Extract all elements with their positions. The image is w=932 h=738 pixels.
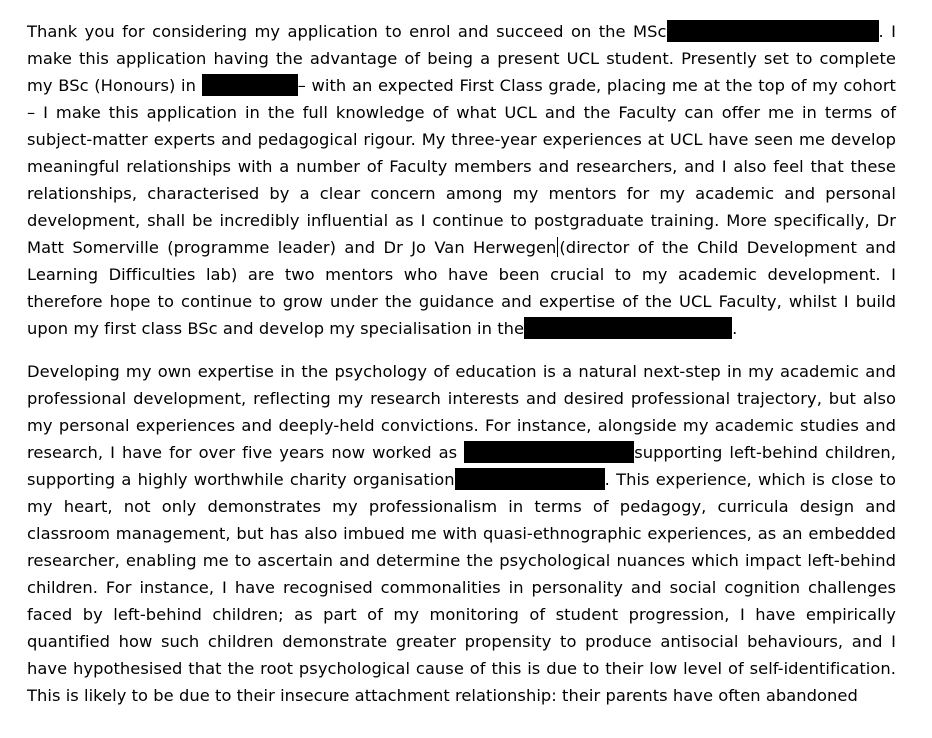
p2-text-1: Developing my own expertise in the psychology of education is a natural next-step in my academic and professional development, reflecting my research interests and desired professional trajectory, but also my personal experiences and deeply-held convictions. For instance, alongside my academic studies and research, I have for over five years now worked as	[27, 362, 896, 462]
redaction-block	[464, 441, 634, 463]
p1-text-1: Thank you for considering my application to enrol and succeed on the MSc	[27, 22, 667, 41]
redaction-block	[202, 74, 298, 96]
p2-text-2: supporting left-behind children, supporting a highly worthwhile charity organisation	[27, 443, 896, 489]
p1-text-4: (director of the Child Development and Learning Difficulties lab) are two mentors who have been crucial to my academic development. I therefore hope to continue to grow under the guidance and expertise of the UCL Faculty, whilst I build upon my first class BSc and develop my specialisation in the	[27, 238, 896, 338]
paragraph-2	[27, 358, 896, 709]
p2-text-3: . This experience, which is close to my heart, not only demonstrates my professionalism in terms of pedagogy, curricula design and classroom management, but has also imbued me with quasi-ethnographic experiences, as an embedded researcher, enabling me to ascertain and determine the psychological nuances which impact left-behind children. For instance, I have recognised commonalities in personality and social cognition challenges faced by left-behind children; as part of my monitoring of student progression, I have empirically quantified how such children demonstrate greater propensity to produce antisocial behaviours, and I have hypothesised that the root psychological cause of this is due to their low level of self-identification. This is likely to be due to their insecure attachment relationship: their parents have often abandoned	[27, 470, 896, 705]
redaction-block	[524, 317, 732, 339]
p1-text-3: – with an expected First Class grade, placing me at the top of my cohort – I make this application in the full knowledge of what UCL and the Faculty can offer me in terms of subject-matter experts and pedagogical rigour. My three-year experiences at UCL have seen me develop meaningful relationships with a number of Faculty members and researchers, and I also feel that these relationships, characterised by a clear concern among my mentors for my academic and personal development, shall be incredibly influential as I continue to postgraduate training. More specifically, Dr Matt Somerville (programme leader) and Dr Jo Van Herwegen	[27, 76, 896, 257]
p1-text-2: . I make this application having the advantage of being a present UCL student. Presently set to complete my BSc (Honours) in	[27, 22, 897, 95]
redaction-block	[455, 468, 605, 490]
paragraph-1	[27, 18, 896, 342]
p1-text-5: .	[732, 319, 738, 338]
redaction-block	[667, 20, 879, 42]
